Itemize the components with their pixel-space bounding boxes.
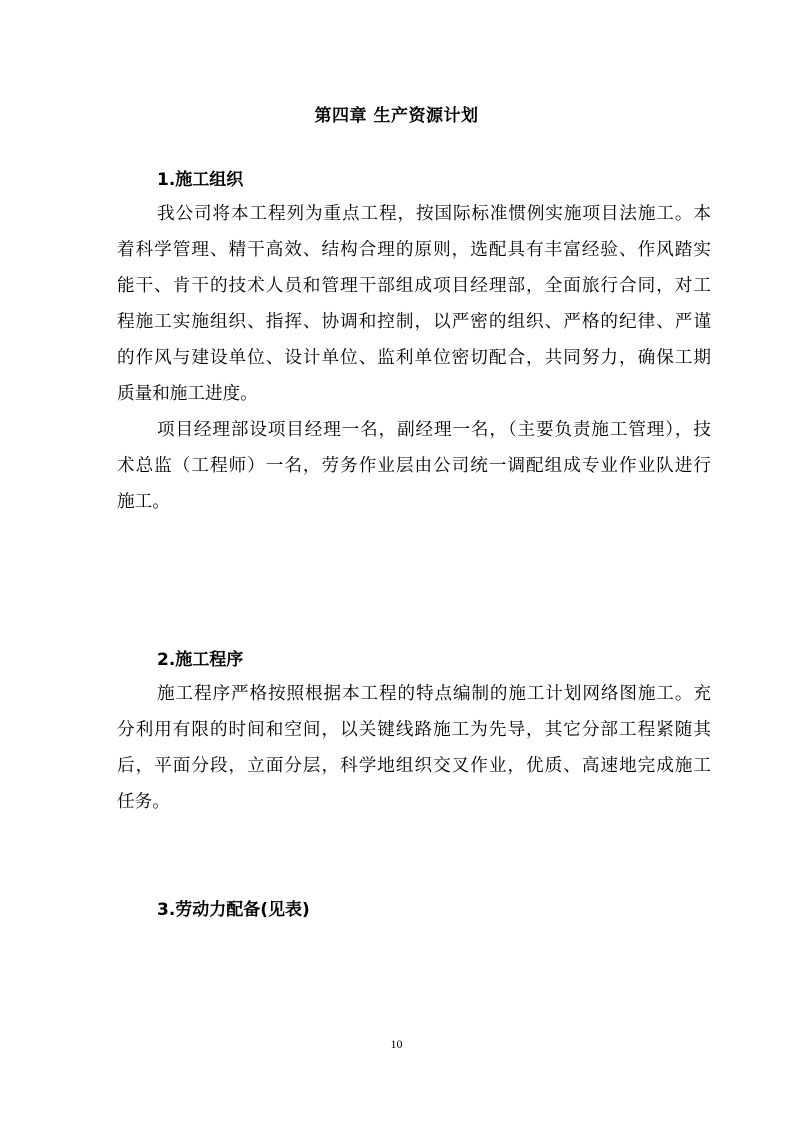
paragraph-line: 我公司将本工程列为重点工程，按国际标准惯例实施项目法施工。本 <box>157 204 711 224</box>
chapter-title: 第四章 生产资源计划 <box>314 106 479 126</box>
paragraph-line: 施工程序严格按照根据本工程的特点编制的施工计划网络图施工。充 <box>157 684 711 704</box>
paragraph-line: 后，平面分段，立面分层，科学地组织交叉作业，优质、高速地完成施工 <box>117 756 711 776</box>
section-heading-1: 1.施工组织 <box>157 170 244 190</box>
paragraph-line: 分利用有限的时间和空间，以关键线路施工为先导，其它分部工程紧随其 <box>117 720 711 740</box>
paragraph-line: 术总监（工程师）一名，劳务作业层由公司统一调配组成专业作业队进行 <box>117 456 711 476</box>
paragraph-line: 程施工实施组织、指挥、协调和控制，以严密的组织、严格的纪律、严谨 <box>117 312 711 332</box>
paragraph-line: 质量和施工进度。 <box>117 384 258 404</box>
paragraph-line: 任务。 <box>117 792 170 812</box>
section-heading-2: 2.施工程序 <box>157 650 244 670</box>
paragraph-line: 能干、肯干的技术人员和管理干部组成项目经理部，全面旅行合同，对工 <box>117 276 711 296</box>
paragraph-line: 着科学管理、精干高效、结构合理的原则，选配具有丰富经验、作风踏实 <box>117 240 711 260</box>
paragraph-line: 的作风与建设单位、设计单位、监利单位密切配合，共同努力，确保工期 <box>117 348 711 368</box>
paragraph-line: 项目经理部设项目经理一名，副经理一名，（主要负责施工管理），技 <box>157 420 711 440</box>
section-heading-3: 3.劳动力配备(见表) <box>157 900 310 920</box>
paragraph-line: 施工。 <box>117 492 170 512</box>
page-number: 10 <box>390 1037 403 1051</box>
